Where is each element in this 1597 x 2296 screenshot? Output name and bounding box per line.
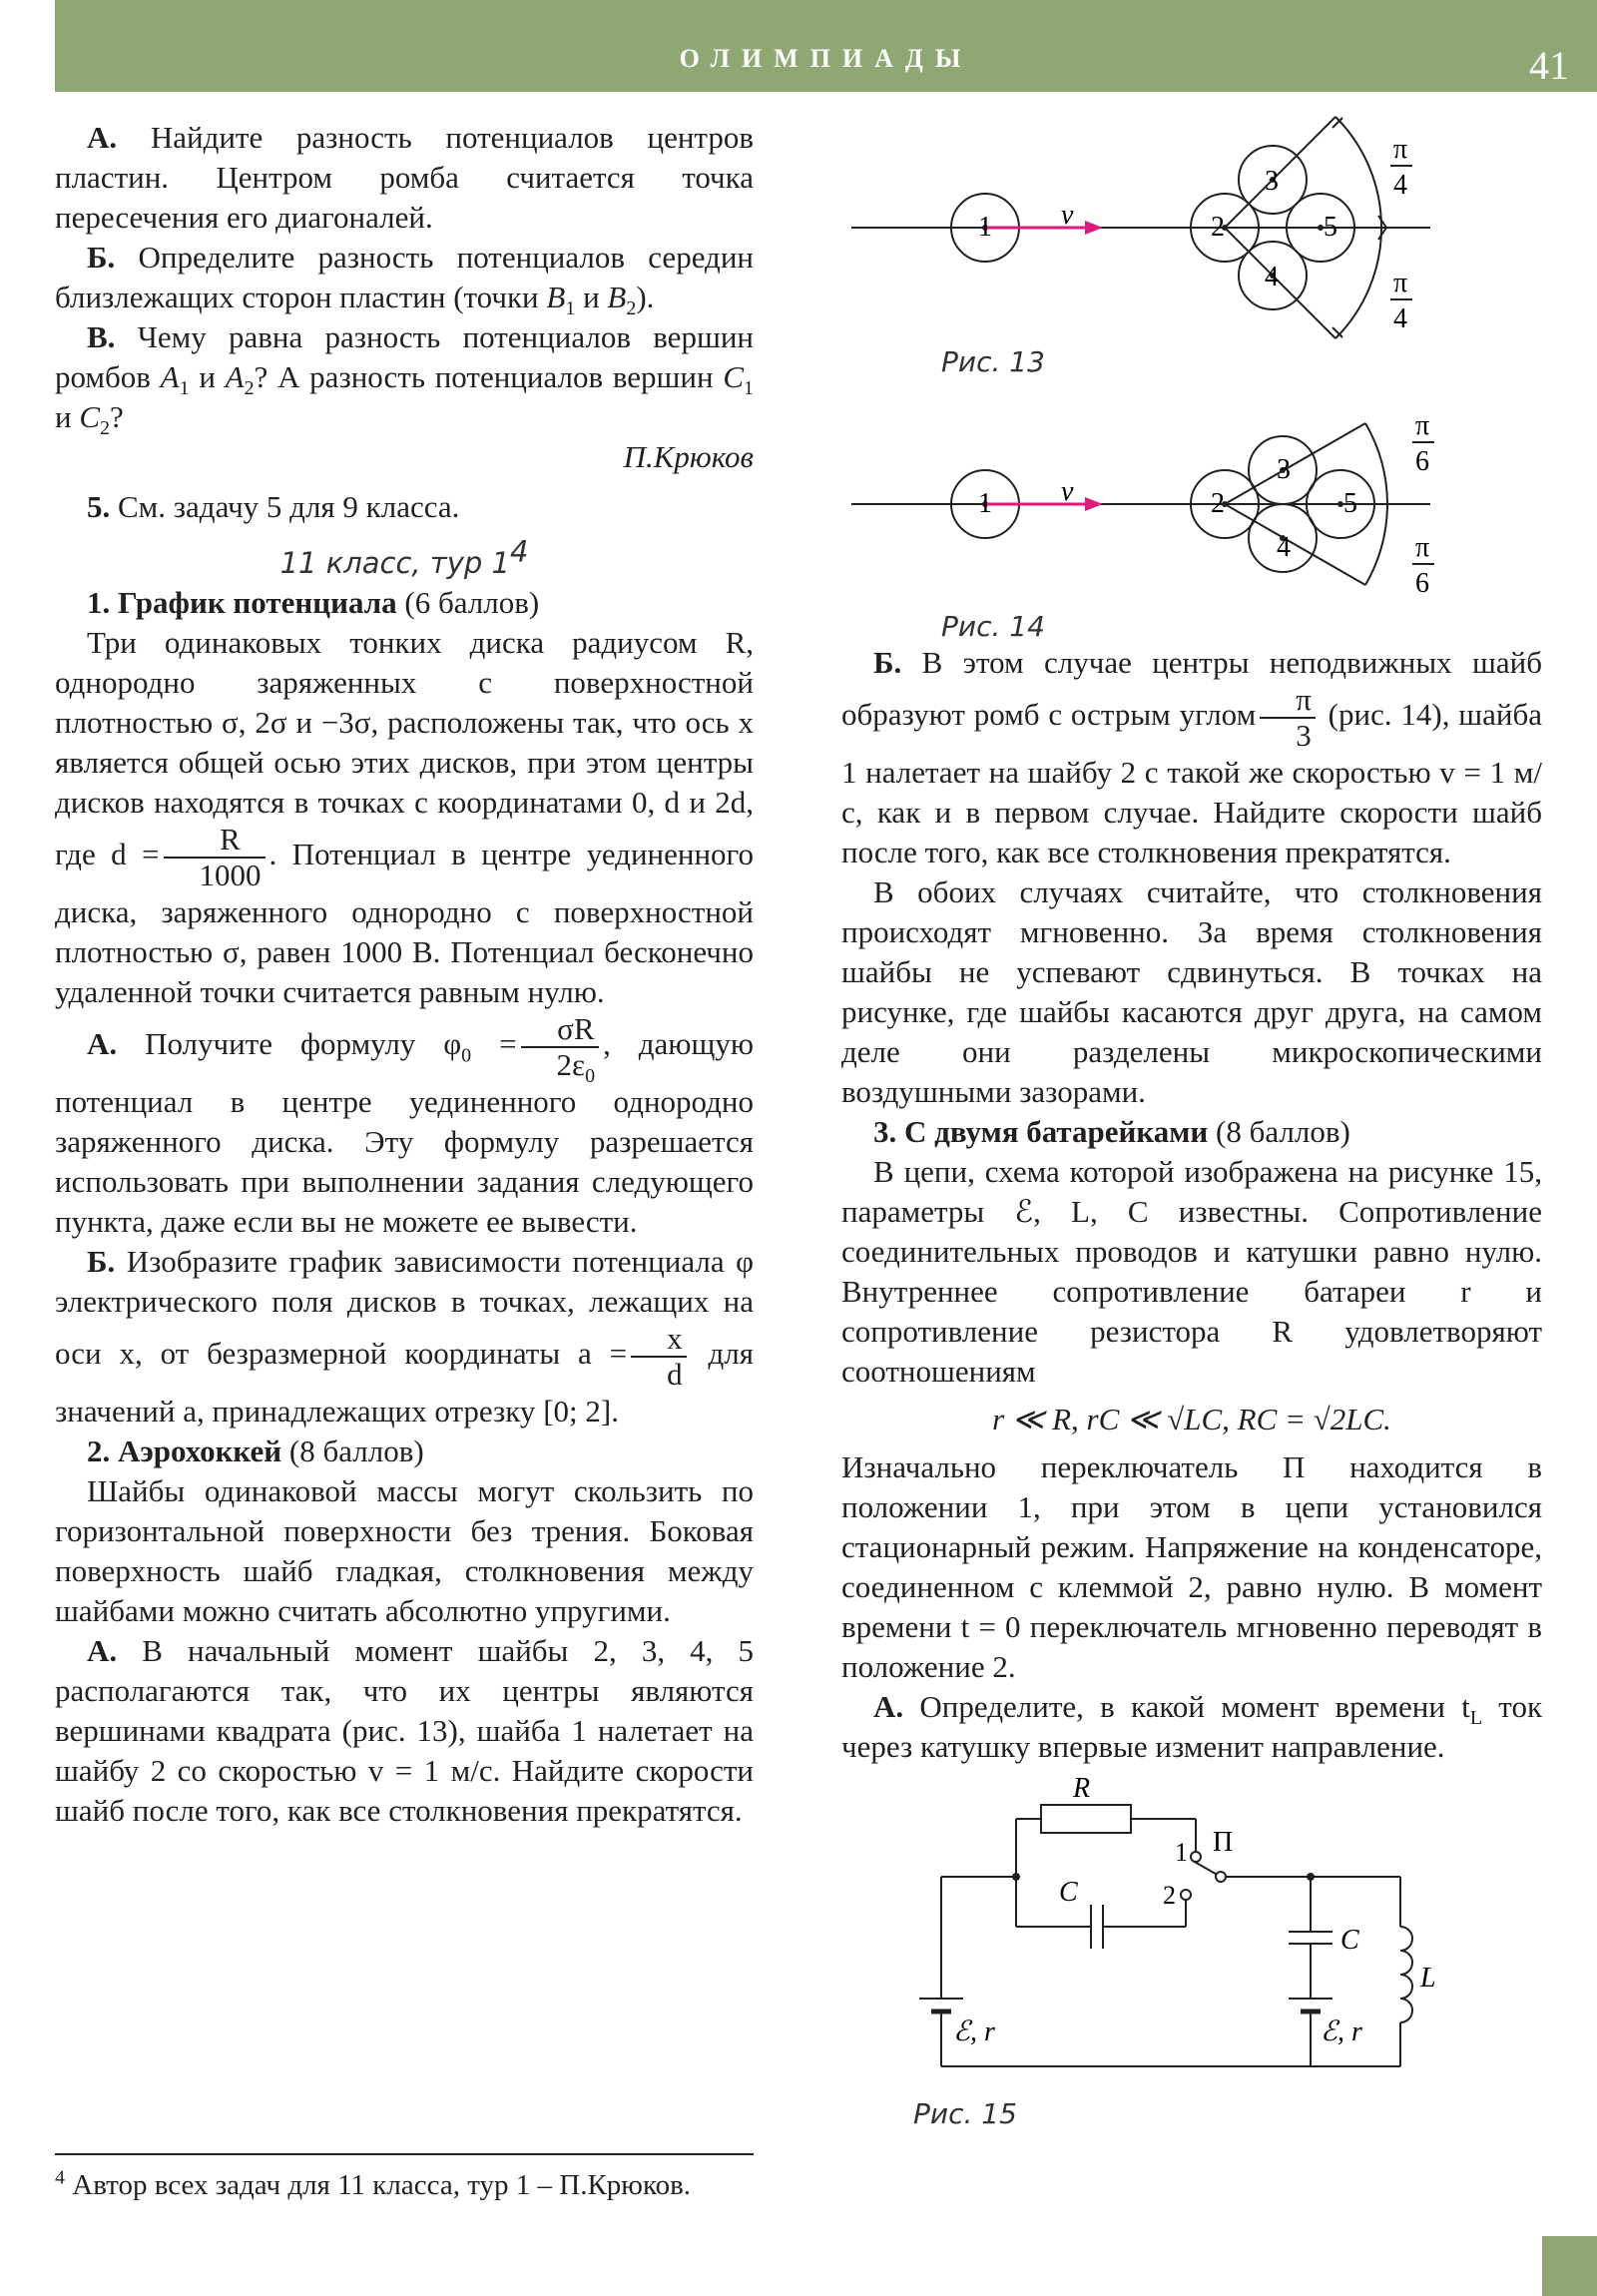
text: Получите формулу φ <box>145 1026 462 1062</box>
right-column <box>841 110 1542 2134</box>
terminal-2 <box>1181 1890 1191 1900</box>
label-C2: C <box>1340 1925 1359 1956</box>
task3-title <box>841 1112 1542 1152</box>
task1-b <box>55 1242 754 1432</box>
problem-5 <box>55 487 754 527</box>
label-C1: C <box>1059 1877 1078 1908</box>
title: 3. С двумя батарейками <box>873 1114 1209 1149</box>
label-5: 5 <box>1343 488 1357 519</box>
task3-text-2: Изначально переключатель П находится в положении 1, при этом в цепи установился стационарный режим. Напряжение на конденсаторе, соединенном с клеммой 2, равно нулю. В момент времени t = 0 переключатель мгновенно переводят в положение 2. <box>841 1449 1542 1684</box>
points: (6 баллов) <box>404 585 540 620</box>
task3-a <box>841 1687 1542 1767</box>
label-2: 2 <box>1211 488 1225 519</box>
label-switch: П <box>1213 1827 1234 1858</box>
angle-arc <box>1335 117 1381 228</box>
sub: 2 <box>244 377 255 400</box>
text: = <box>471 1026 517 1062</box>
label-a: А. <box>873 1689 904 1724</box>
text: См. задачу 5 для 9 класса. <box>118 489 460 524</box>
task2-a <box>55 1631 754 1831</box>
text: Найдите разность потенциалов центров пластин. Центром ромба считается точка пересечения его диагоналей. <box>55 120 754 235</box>
angle-den: 6 <box>1415 446 1429 477</box>
label-1: 1 <box>978 212 992 243</box>
text: В этом случае центры неподвижных шайб образуют ромб с острым углом <box>841 645 1543 733</box>
task2-b <box>841 643 1542 872</box>
denominator: d <box>667 1357 683 1392</box>
var: B <box>607 280 627 314</box>
fraction <box>521 1011 600 1088</box>
figure-15-caption: Рис. 15 <box>913 2097 1017 2130</box>
text: и <box>55 399 80 434</box>
angle-num: π <box>1415 532 1430 563</box>
task2-note: В обоих случаях считайте, что столкновения происходят мгновенно. За время столкновения шайбы не успевают сдвинуться. В точках на рисунке, где шайбы касаются друг друга, на самом деле они разделены микроскопическими воздушными зазорами. <box>841 874 1542 1109</box>
sub: 1 <box>744 377 755 400</box>
figure-15 <box>841 1777 1542 2096</box>
label-v: В. <box>87 319 116 354</box>
left-column <box>55 118 754 1831</box>
author: П.Крюков <box>623 439 754 474</box>
tick <box>1378 228 1386 240</box>
figure-caption: Рис. 14 <box>941 610 1045 643</box>
text: Три одинаковых тонких диска радиусом R, однородно заряженных с поверхностной плотностью σ, 2σ и −3σ, расположены так, что ось x является общей осью этих дисков, при этом центры дисков находятся в точках с координатами 0, d и 2d, где d = <box>55 625 754 872</box>
label-1: 1 <box>978 488 992 519</box>
text: ? А разность потенциалов вершин <box>254 359 724 394</box>
numerator: π <box>1260 683 1316 719</box>
text: 11 класс, тур 1 <box>279 546 510 580</box>
task1-a <box>55 1012 754 1242</box>
label-5: 5 <box>1324 212 1337 243</box>
terminal-1 <box>1191 1852 1201 1862</box>
var: B <box>546 280 566 314</box>
label-a: А. <box>87 1026 118 1062</box>
direction-line <box>1225 117 1335 228</box>
inductor <box>1400 1927 1412 2022</box>
sub: 1 <box>565 297 576 320</box>
numerator: x <box>631 1322 687 1358</box>
task2-title <box>55 1432 754 1471</box>
angle-den: 4 <box>1393 170 1407 201</box>
label-pos2: 2 <box>1163 1881 1176 1910</box>
task3-text: В цепи, схема которой изображена на рисунке 15, параметры ℰ, L, C известны. Сопротивление соединительных проводов и катушки равно нулю. Внутреннее сопротивление батареи r и сопротивление резистора R удовлетворяют соотношениям <box>841 1154 1542 1389</box>
footnote <box>55 2166 754 2204</box>
points: (8 баллов) <box>1216 1114 1350 1149</box>
var: A <box>225 359 245 394</box>
sub: 1 <box>179 377 190 400</box>
label-L: L <box>1420 1963 1436 1994</box>
points: (8 баллов) <box>288 1434 424 1468</box>
text: (рис. 14), шайба 1 налетает на шайбу 2 с такой же скоростью v = 1 м/с, как и в первом случае. Найдите скорости шайб после того, как все столкновения прекратятся. <box>841 697 1542 869</box>
task3-formula: r ≪ R, rC ≪ √LC, RC = √2LC. <box>992 1402 1391 1436</box>
tick <box>1378 216 1386 228</box>
sub: 0 <box>585 1065 596 1088</box>
label-4: 4 <box>1265 262 1279 292</box>
label-bat1: ℰ, r <box>953 2016 995 2047</box>
figure-caption: Рис. 13 <box>941 345 1045 374</box>
page-header <box>55 0 1597 92</box>
text: и <box>189 359 226 394</box>
text: Определите разность потенциалов середин близлежащих сторон пластин (точки <box>55 240 754 314</box>
node <box>1307 1873 1315 1881</box>
angle-num: π <box>1393 268 1408 298</box>
sub: 2 <box>100 417 111 440</box>
denominator: 3 <box>1296 718 1312 753</box>
label-pos1: 1 <box>1175 1838 1188 1867</box>
footnote-mark: 4 <box>55 2166 65 2189</box>
node <box>1012 1873 1020 1881</box>
angle-num: π <box>1415 410 1430 441</box>
fraction <box>164 823 266 892</box>
footnote-rule <box>55 2153 754 2155</box>
footnote-text: Автор всех задач для 11 класса, тур 1 – П.Крюков. <box>72 2169 692 2201</box>
label-3: 3 <box>1277 454 1291 485</box>
switch-pivot <box>1216 1872 1226 1882</box>
label-bat2: ℰ, r <box>1321 2016 1362 2047</box>
task1-title <box>55 583 754 623</box>
title: 1. График потенциала <box>87 585 397 620</box>
label-2: 2 <box>1211 212 1225 243</box>
text: , дающую потенциал в центре уединенного однородно заряженного диска. Эту формулу разрешается использовать при выполнении задания следующего пункта, даже если вы не можете ее вывести. <box>55 1026 754 1239</box>
numerator: σR <box>521 1012 600 1048</box>
figure-14 <box>841 378 1542 643</box>
text: для значений a, принадлежащих отрезку <box>55 1336 754 1429</box>
resistor <box>1041 1805 1131 1833</box>
footnote-ref: 4 <box>509 534 529 569</box>
angle-arc <box>1365 504 1387 585</box>
angle-den: 4 <box>1393 303 1407 334</box>
arrow-head <box>1085 221 1103 235</box>
sub: L <box>1469 1707 1483 1730</box>
label-5: 5. <box>87 489 111 524</box>
label-v: v <box>1061 200 1074 231</box>
label-v: v <box>1061 476 1074 507</box>
fraction <box>1260 683 1316 753</box>
section-title: ОЛИМПИАДЫ <box>679 44 973 73</box>
task-v <box>55 317 755 440</box>
label-b: Б. <box>87 1244 116 1279</box>
text: ? <box>110 399 124 434</box>
label-a: А. <box>87 1633 118 1668</box>
var: C <box>79 399 101 434</box>
denominator <box>521 1047 600 1088</box>
subsection-title <box>55 534 754 583</box>
corner-tab <box>1542 2236 1597 2296</box>
var: A <box>160 359 180 394</box>
task2-text: Шайбы одинаковой массы могут скользить по горизонтальной поверхности без трения. Боковая поверхность шайб гладкая, столкновения между шайбами можно считать абсолютно упругими. <box>55 1473 754 1628</box>
label-a: А. <box>87 120 118 155</box>
text: Чему равна разность потенциалов вершин ромбов <box>55 319 754 394</box>
page-number: 41 <box>1529 43 1569 88</box>
label-b: Б. <box>873 645 902 680</box>
arrow-head <box>1085 497 1103 511</box>
text: В начальный момент шайбы 2, 3, 4, 5 располагаются так, что их центры являются вершинами квадрата (рис. 13), шайба 1 налетает на шайбу 2 со скоростью v = 1 м/с. Найдите скорости шайб после того, как все столкновения прекратятся. <box>55 1633 754 1828</box>
direction-line <box>1225 228 1335 338</box>
task-b-intro <box>55 238 754 320</box>
sub: 0 <box>461 1044 472 1067</box>
label-4: 4 <box>1277 532 1291 563</box>
text: . <box>611 1394 619 1429</box>
figure-13 <box>841 110 1542 374</box>
interval: [0; 2] <box>543 1394 612 1429</box>
task1-text <box>55 623 754 1012</box>
text: ток через катушку впервые изменит направление. <box>841 1689 1543 1764</box>
task-a-intro <box>55 118 754 238</box>
var: C <box>723 359 745 394</box>
label-3: 3 <box>1265 166 1279 197</box>
text: Изобразите график зависимости потенциала φ электрического поля дисков в точках, лежащих на оси x, от безразмерной координаты a = <box>55 1244 754 1372</box>
den-text: 2ε <box>556 1047 586 1082</box>
angle-num: π <box>1393 134 1408 165</box>
angle-arc <box>1335 228 1381 338</box>
label-b: Б. <box>87 240 116 275</box>
title: 2. Аэрохоккей <box>87 1434 282 1468</box>
angle-arc <box>1365 423 1387 504</box>
label-R: R <box>1073 1777 1091 1804</box>
text: и <box>575 280 608 314</box>
sub: 2 <box>626 297 637 320</box>
text: ). <box>636 280 655 314</box>
text: . Потенциал в центре уединенного диска, заряженного однородно с поверхностной плотностью σ, равен 1000 В. Потенциал бесконечно удаленной точки считается равным нулю. <box>55 837 755 1009</box>
numerator: R <box>164 823 266 859</box>
angle-den: 6 <box>1415 568 1429 599</box>
text: Определите, в какой момент времени t <box>919 1689 1470 1724</box>
fraction <box>631 1322 687 1392</box>
denominator: 1000 <box>199 858 262 892</box>
